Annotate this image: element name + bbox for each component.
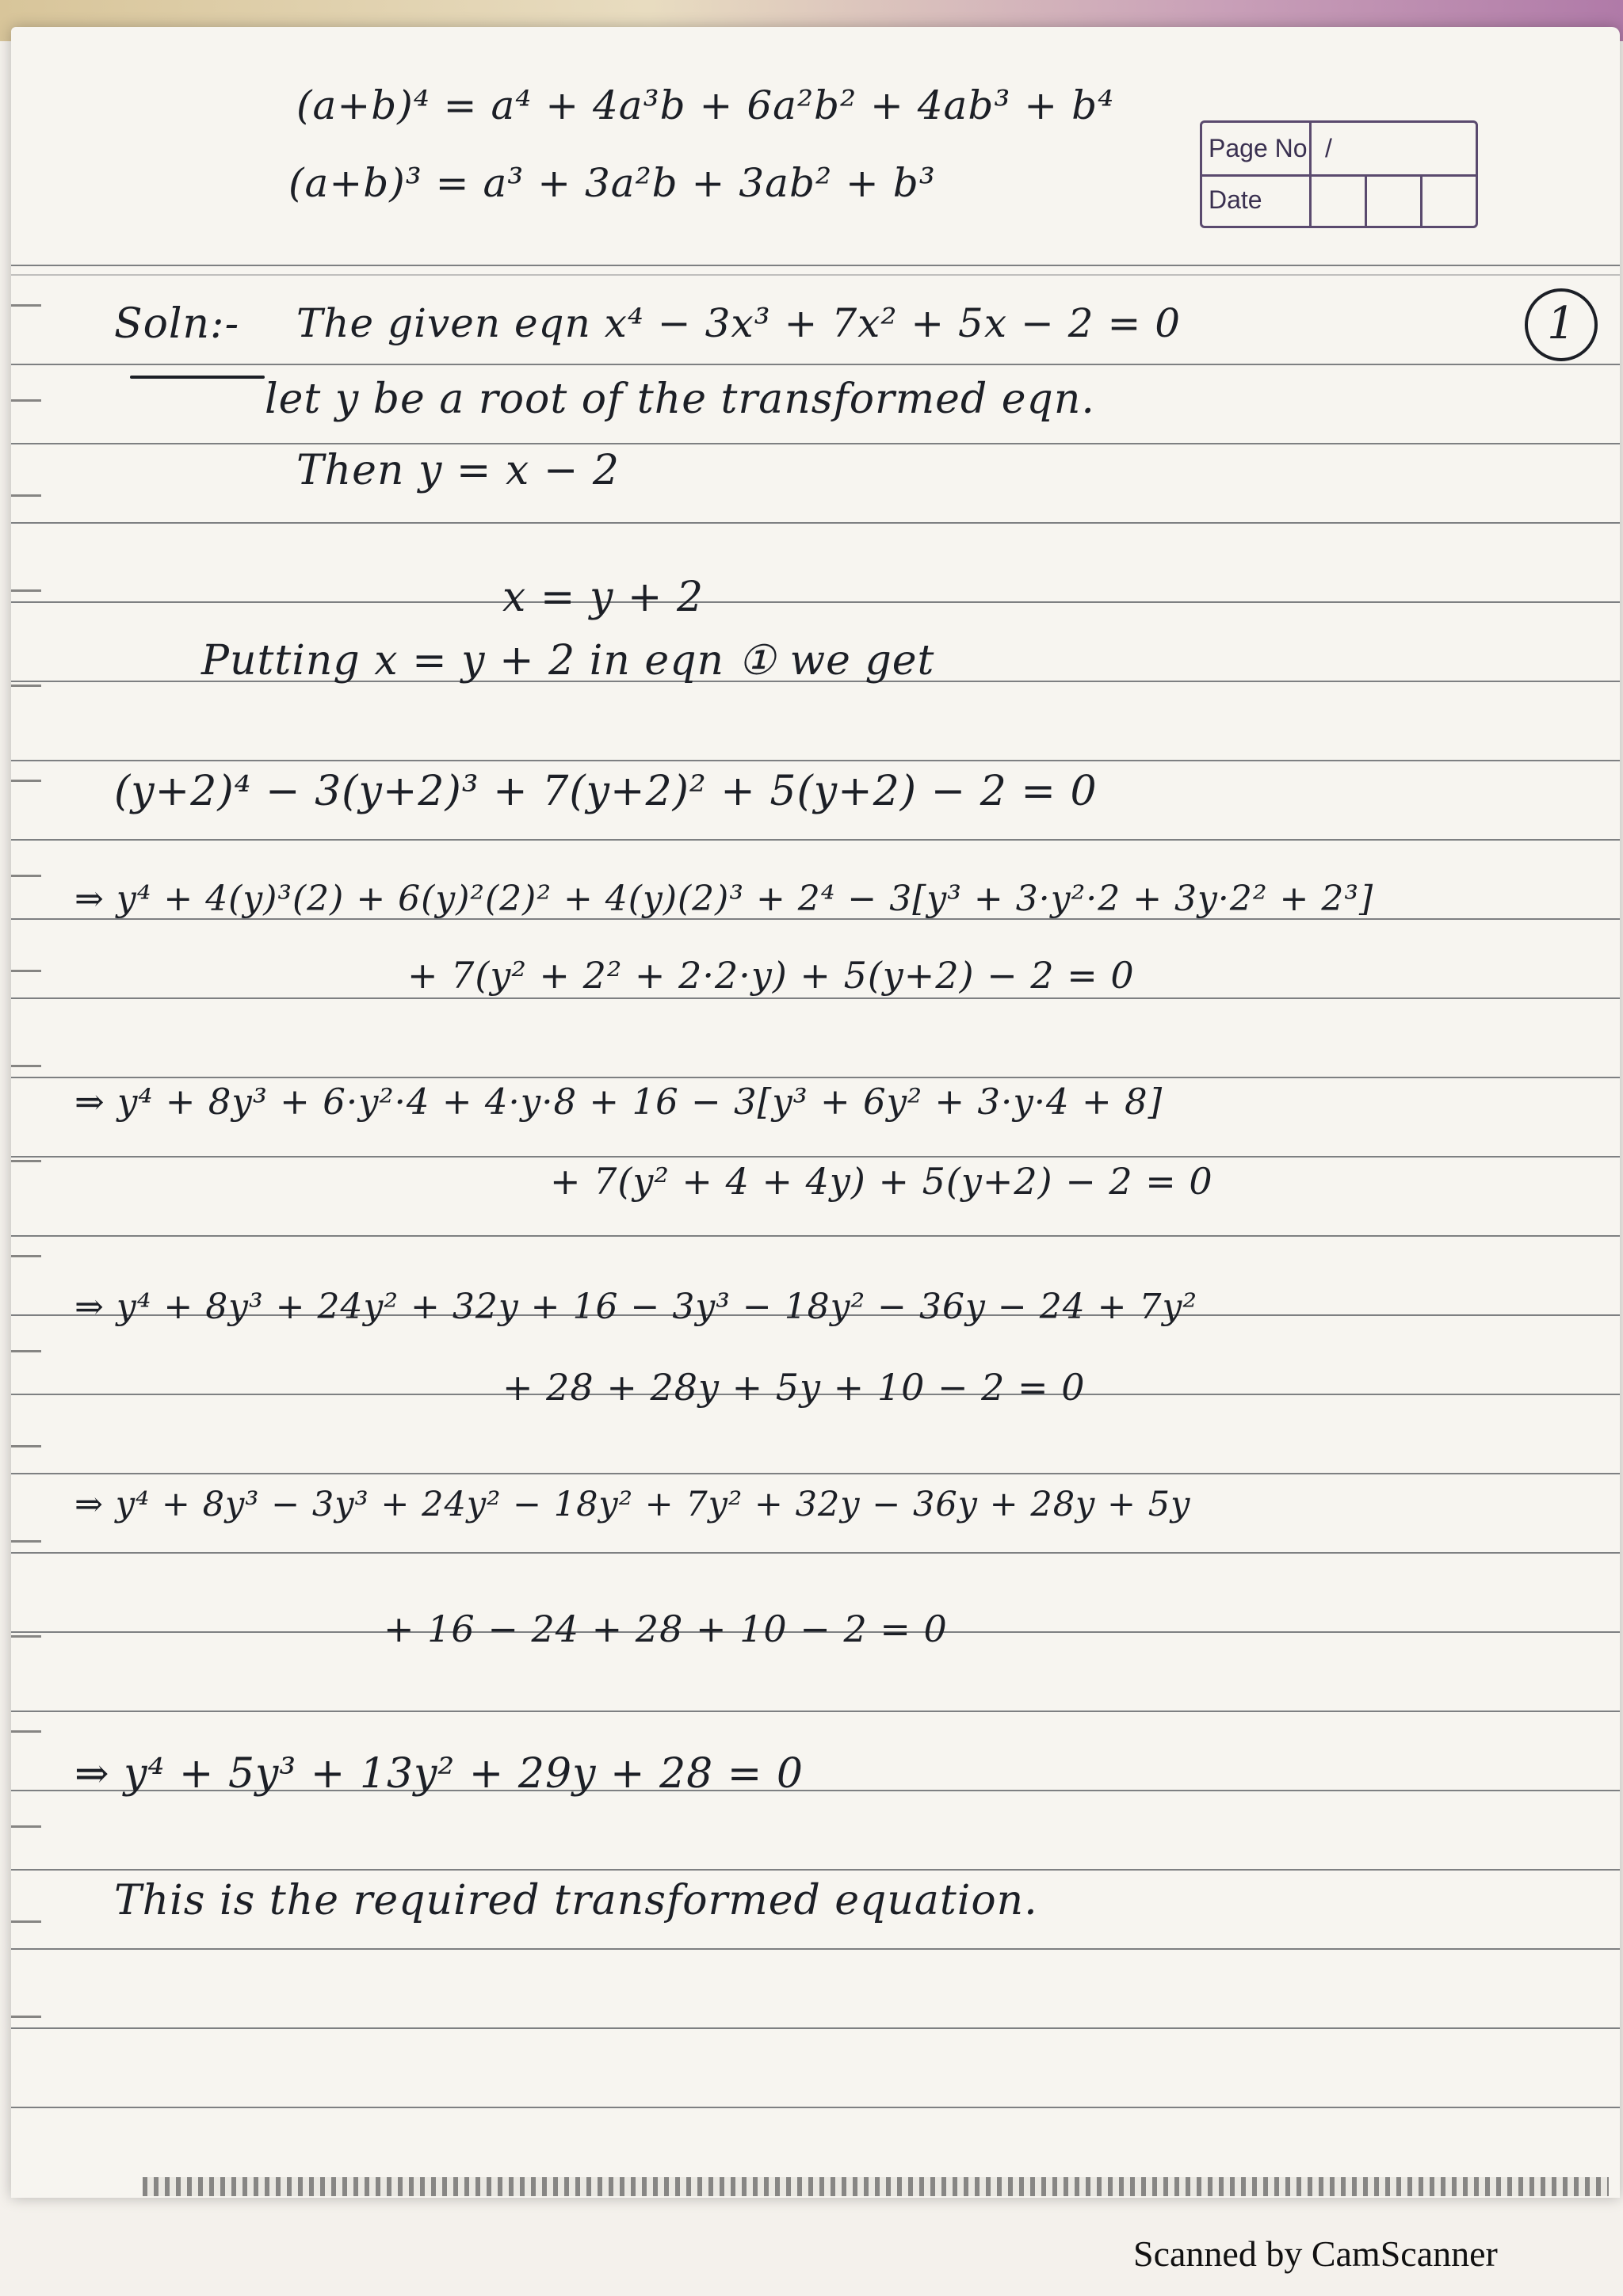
transformed-equation: ⇒ y⁴ + 5y³ + 13y² + 29y + 28 = 0 bbox=[74, 1750, 804, 1798]
given-equation: The given eqn x⁴ − 3x³ + 7x² + 5x − 2 = 0 bbox=[296, 300, 1182, 346]
margin-tick bbox=[11, 780, 41, 782]
ruled-line bbox=[11, 1711, 1620, 1712]
ruled-line bbox=[11, 1869, 1620, 1871]
margin-tick bbox=[11, 1160, 41, 1162]
page-no-value: / bbox=[1325, 134, 1332, 162]
ruled-line bbox=[11, 1552, 1620, 1554]
date-row bbox=[1202, 174, 1476, 226]
date-label: Date bbox=[1209, 185, 1262, 214]
margin-tick bbox=[11, 1635, 41, 1638]
binomial-expansion-step-1: ⇒ y⁴ + 4(y)³(2) + 6(y)²(2)² + 4(y)(2)³ + 2⁴ − 3[y³ + 3·y²·2 + 3y·2² + 2³] bbox=[74, 879, 1374, 919]
simplify-step-2-cont: + 7(y² + 4 + 4y) + 5(y+2) − 2 = 0 bbox=[550, 1160, 1213, 1203]
page-no-label: Page No bbox=[1209, 134, 1308, 162]
solution-underline bbox=[130, 376, 265, 379]
meta-divider bbox=[1420, 174, 1423, 226]
substitution-line: Then y = x − 2 bbox=[296, 447, 621, 494]
ruled-line bbox=[11, 1948, 1620, 1950]
x-in-terms-of-y: x = y + 2 bbox=[502, 574, 705, 621]
equation-number-badge bbox=[1525, 288, 1598, 361]
ruled-line bbox=[11, 522, 1620, 524]
page-meta-box bbox=[1200, 120, 1478, 228]
binomial-expansion-step-1-cont: + 7(y² + 2² + 2·2·y) + 5(y+2) − 2 = 0 bbox=[407, 954, 1135, 997]
margin-tick bbox=[11, 2016, 41, 2018]
margin-tick bbox=[11, 1825, 41, 1828]
ruled-line bbox=[11, 364, 1620, 365]
margin-tick bbox=[11, 589, 41, 592]
ruled-line bbox=[11, 601, 1620, 603]
margin-tick bbox=[11, 1445, 41, 1447]
ruled-line bbox=[11, 1077, 1620, 1078]
meta-divider bbox=[1309, 123, 1312, 174]
ruled-line bbox=[11, 839, 1620, 841]
group-terms-step-4-cont: + 16 − 24 + 28 + 10 − 2 = 0 bbox=[384, 1608, 948, 1650]
ruled-line bbox=[11, 1473, 1620, 1474]
ruled-line bbox=[11, 997, 1620, 999]
ruled-line bbox=[11, 265, 1620, 266]
torn-page-edge bbox=[143, 2177, 1609, 2196]
meta-divider bbox=[1365, 174, 1367, 226]
simplify-step-2: ⇒ y⁴ + 8y³ + 6·y²·4 + 4·y·8 + 16 − 3[y³ + 6y² + 3·y·4 + 8] bbox=[74, 1081, 1163, 1123]
margin-tick bbox=[11, 1065, 41, 1067]
ruled-line bbox=[11, 1235, 1620, 1237]
margin-tick bbox=[11, 1540, 41, 1543]
notebook-sheet bbox=[11, 27, 1620, 2198]
margin-tick bbox=[11, 970, 41, 972]
scanner-watermark: Scanned by CamScanner bbox=[1133, 2233, 1498, 2274]
conclusion-line: This is the required transformed equation. bbox=[114, 1877, 1038, 1924]
margin-tick bbox=[11, 304, 41, 307]
simplify-step-3-cont: + 28 + 28y + 5y + 10 − 2 = 0 bbox=[502, 1366, 1086, 1409]
margin-tick bbox=[11, 685, 41, 687]
let-root-line: let y be a root of the transformed eqn. bbox=[265, 376, 1095, 423]
meta-divider bbox=[1309, 174, 1312, 226]
margin-tick bbox=[11, 1730, 41, 1733]
ruled-line bbox=[11, 2027, 1620, 2029]
ruled-line bbox=[11, 1156, 1620, 1158]
putting-line: Putting x = y + 2 in eqn ① we get bbox=[201, 637, 935, 685]
margin-tick bbox=[11, 494, 41, 497]
margin-tick bbox=[11, 1255, 41, 1257]
binomial-formula-3: (a+b)³ = a³ + 3a²b + 3ab² + b³ bbox=[288, 160, 936, 206]
equation-number: 1 bbox=[1547, 298, 1575, 349]
margin-tick bbox=[11, 399, 41, 402]
margin-tick bbox=[11, 1920, 41, 1923]
expanded-substitution: (y+2)⁴ − 3(y+2)³ + 7(y+2)² + 5(y+2) − 2 = 0 bbox=[114, 768, 1098, 815]
simplify-step-3: ⇒ y⁴ + 8y³ + 24y² + 32y + 16 − 3y³ − 18y² − 36y − 24 + 7y² bbox=[74, 1287, 1198, 1327]
margin-tick bbox=[11, 875, 41, 877]
ruled-line bbox=[11, 274, 1620, 276]
ruled-line bbox=[11, 760, 1620, 761]
page-no-row bbox=[1202, 123, 1476, 177]
group-terms-step-4: ⇒ y⁴ + 8y³ − 3y³ + 24y² − 18y² + 7y² + 32y − 36y + 28y + 5y bbox=[74, 1485, 1191, 1524]
ruled-line bbox=[11, 443, 1620, 444]
binomial-formula-4: (a+b)⁴ = a⁴ + 4a³b + 6a²b² + 4ab³ + b⁴ bbox=[296, 82, 1115, 128]
solution-label: Soln:- bbox=[114, 300, 240, 348]
margin-tick bbox=[11, 1350, 41, 1352]
ruled-line bbox=[11, 2107, 1620, 2108]
